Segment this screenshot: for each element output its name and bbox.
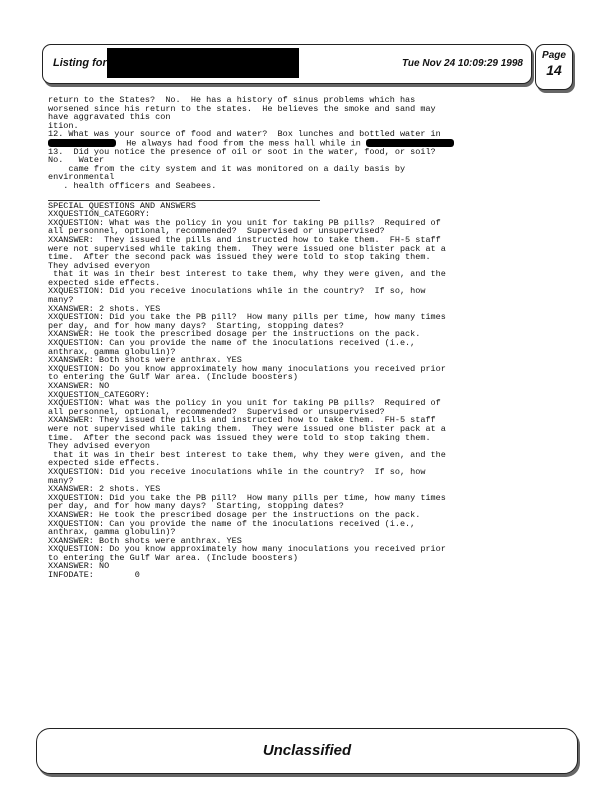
body-line: ition.: [48, 120, 79, 131]
body-line: XXANSWER: 2 shots. YES: [48, 303, 161, 314]
body-line: many?: [48, 475, 74, 486]
body-line: XXQUESTION_CATEGORY:: [48, 389, 151, 400]
body-line: worsened since his return to the states. He believes the smoke and sand may: [48, 103, 436, 114]
body-line: XXANSWER: Both shots were anthrax. YES: [48, 535, 242, 546]
body-line: XXANSWER: 2 shots. YES: [48, 484, 161, 495]
body-line: XXQUESTION: Can you provide the name of the inoculations received (i.e.,: [48, 338, 416, 349]
body-line: per day, and for how many days? Starting, stopping dates?: [48, 501, 344, 512]
body-line: They advised everyon: [48, 441, 151, 452]
body-line: many?: [48, 295, 74, 306]
body-line: XXQUESTION: Did you take the PB pill? How many pills per time, how many times: [48, 492, 446, 503]
body-line: XXQUESTION: What was the policy in you unit for taking PB pills? Required of: [48, 398, 441, 409]
body-line: were not supervised while taking them. They were issued one blister pack at a: [48, 243, 446, 254]
body-line: anthrax, gamma globulin)?: [48, 527, 176, 538]
body-line: time. After the second pack was issued they were told to stop taking them.: [48, 252, 431, 263]
body-line: expected side effects.: [48, 277, 161, 288]
body-line: XXQUESTION_CATEGORY:: [48, 209, 151, 220]
body-line: No. Water: [48, 155, 105, 166]
section-heading: SPECIAL QUESTIONS AND ANSWERS: [48, 200, 196, 211]
body-line: that it was in their best interest to take them, why they were given, and the: [48, 269, 446, 280]
body-line: have aggravated this con: [48, 112, 171, 123]
listing-header: [42, 44, 532, 84]
body-line: per day, and for how many days? Starting, stopping dates?: [48, 320, 344, 331]
body-line: came from the city system and it was monitored on a daily basis by: [48, 163, 406, 174]
body-line: XXQUESTION: Can you provide the name of the inoculations received (i.e.,: [48, 518, 416, 529]
body-line: XXQUESTION: Did you receive inoculations while in the country? If so, how: [48, 286, 426, 297]
body-line: XXANSWER: He took the prescribed dosage per the instructions on the pack.: [48, 329, 421, 340]
listing-label: Listing for: [53, 57, 107, 69]
body-line: XXANSWER: They issued the pills and instructed how to take them. FH-5 staff: [48, 415, 436, 426]
body-line: INFODATE: 0: [48, 570, 140, 581]
body-line: XXQUESTION: Did you take the PB pill? How many pills per time, how many times: [48, 312, 446, 323]
body-line: time. After the second pack was issued they were told to stop taking them.: [48, 432, 431, 443]
document-body: [48, 96, 488, 580]
body-line: were not supervised while taking them. They were issued one blister pack at a: [48, 423, 446, 434]
redaction-mark: [48, 139, 116, 147]
body-line: return to the States? No. He has a history of sinus problems which has: [48, 95, 416, 105]
body-line: all personnel, optional, recommended? Supervised or unsupervised?: [48, 226, 385, 237]
body-line: XXANSWER: NO: [48, 561, 110, 572]
body-line: XXANSWER: He took the prescribed dosage per the instructions on the pack.: [48, 509, 421, 520]
page-number: 14: [546, 62, 562, 78]
redacted-name-block: [107, 48, 299, 78]
body-line: environmental: [48, 172, 115, 183]
body-line: to entering the Gulf War area. (Include boosters): [48, 552, 298, 563]
body-line: 13. Did you notice the presence of oil or soot in the water, food, or soil?: [48, 146, 436, 157]
redaction-mark: [366, 139, 454, 147]
classification-label: Unclassified: [262, 742, 352, 759]
body-line: expected side effects.: [48, 458, 161, 469]
classification-footer: [36, 728, 578, 774]
body-line: XXANSWER: They issued the pills and instructed how to take them. FH-5 staff: [48, 234, 441, 245]
body-line-text: He always had food from the mess hall while in: [126, 138, 361, 149]
body-line: XXANSWER: Both shots were anthrax. YES: [48, 355, 242, 366]
body-line: anthrax, gamma globulin)?: [48, 346, 176, 357]
body-line: They advised everyon: [48, 260, 151, 271]
body-line: all personnel, optional, recommended? Supervised or unsupervised?: [48, 406, 385, 417]
body-line: . health officers and Seabees.: [48, 180, 217, 191]
body-line: 12. What was your source of food and water? Box lunches and bottled water in: [48, 129, 441, 140]
page-label: Page: [542, 50, 566, 61]
body-line: XXQUESTION: What was the policy in you unit for taking PB pills? Required of: [48, 217, 441, 228]
body-line: XXQUESTION: Did you receive inoculations while in the country? If so, how: [48, 466, 426, 477]
listing-date: Tue Nov 24 10:09:29 1998: [401, 58, 523, 69]
body-line: to entering the Gulf War area. (Include boosters): [48, 372, 298, 383]
body-line: XXANSWER: NO: [48, 381, 110, 391]
body-line: that it was in their best interest to take them, why they were given, and the: [48, 449, 446, 460]
body-line: XXQUESTION: Do you know approximately how many inoculations you received prior: [48, 544, 446, 555]
body-line: XXQUESTION: Do you know approximately how many inoculations you received prior: [48, 363, 446, 374]
page-number-box: [535, 44, 573, 90]
